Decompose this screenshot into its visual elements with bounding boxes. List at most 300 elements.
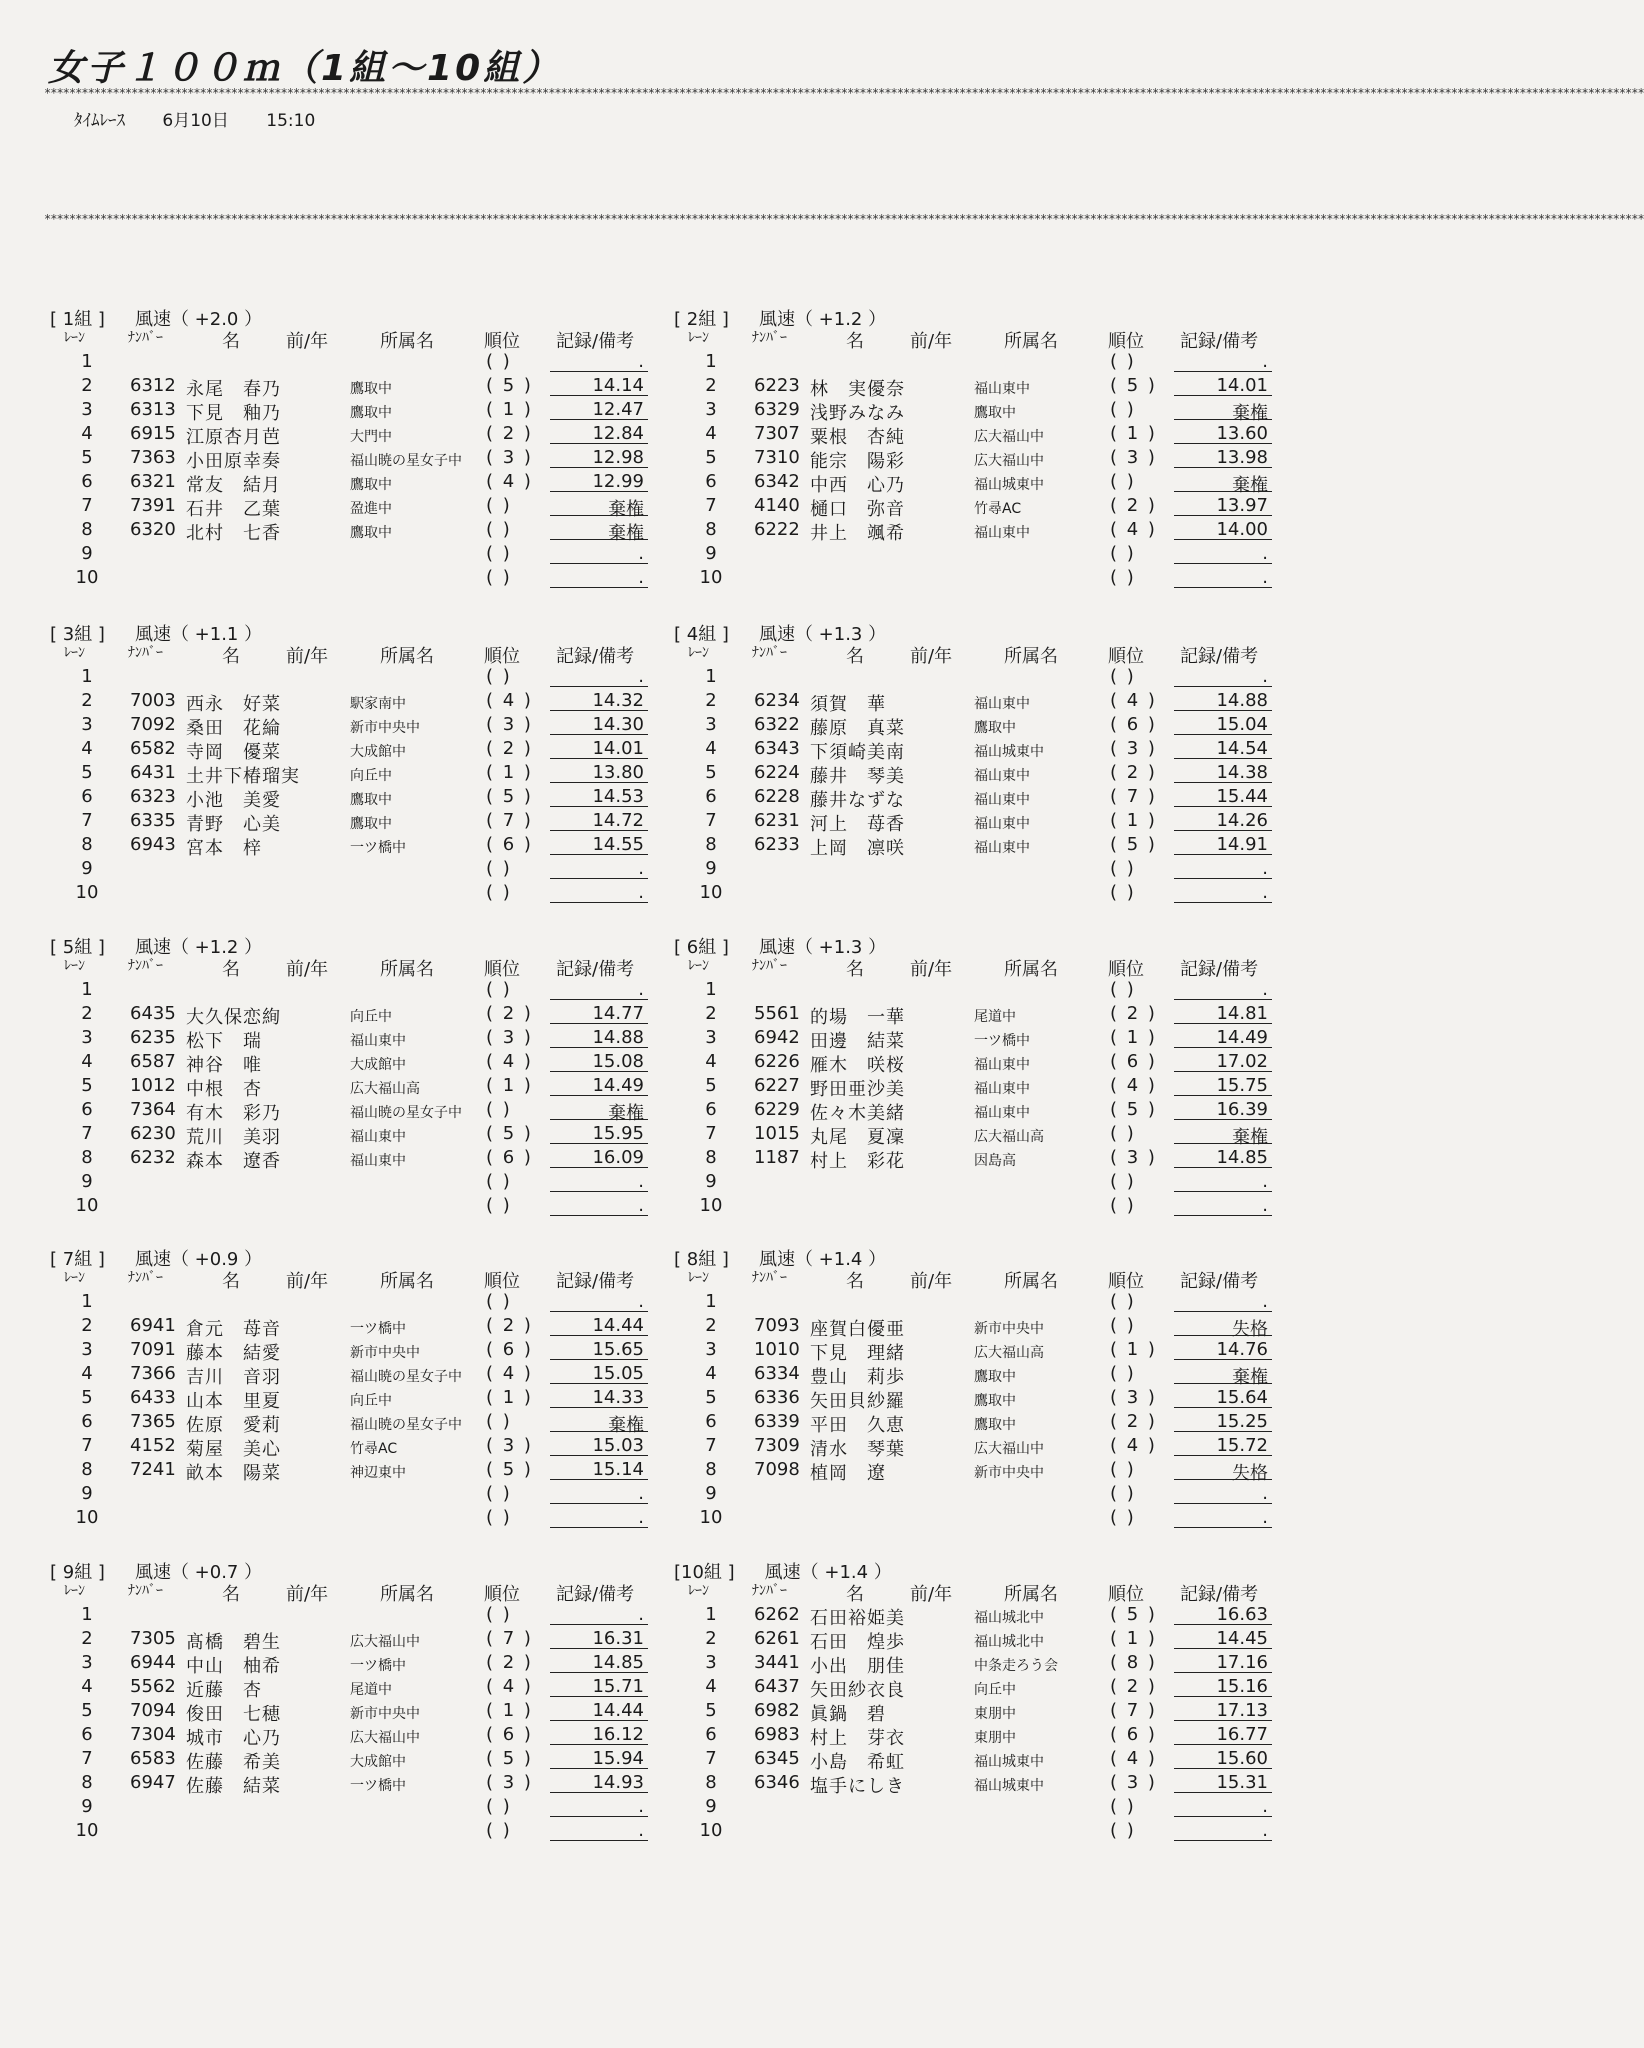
- cell-rec: 14.76: [1174, 1339, 1272, 1360]
- cell-name: 佐々木美緒: [810, 1103, 905, 1124]
- cell-rank: ( 2 ): [1110, 495, 1157, 516]
- cell-name: 俊田 七穂: [186, 1704, 281, 1725]
- cell-lane: 4: [705, 1051, 717, 1072]
- cell-rec: 14.38: [1174, 762, 1272, 783]
- cell-rec: 14.33: [550, 1387, 648, 1408]
- cell-num: 7304: [130, 1724, 176, 1745]
- cell-team: 因島高: [974, 1153, 1016, 1169]
- cell-name: 桑田 花綸: [186, 718, 281, 739]
- cell-rank: ( 2 ): [486, 738, 533, 759]
- cell-rec: .: [550, 1820, 648, 1841]
- heat-block: [674, 620, 1294, 920]
- table-row: [674, 471, 1294, 495]
- cell-lane: 5: [705, 1387, 717, 1408]
- column-header-number: ﾅﾝﾊﾞｰ: [128, 958, 163, 974]
- cell-name: 北村 七香: [186, 523, 281, 544]
- cell-rank: ( ): [486, 1195, 512, 1216]
- cell-lane: 6: [81, 786, 93, 807]
- cell-name: 常友 結月: [186, 475, 281, 496]
- cell-rank: ( 4 ): [486, 1051, 533, 1072]
- cell-rank: ( 1 ): [1110, 810, 1157, 831]
- cell-rec: 14.30: [550, 714, 648, 735]
- cell-rec: 16.12: [550, 1724, 648, 1745]
- cell-team: 大門中: [350, 429, 392, 445]
- table-row: [50, 543, 670, 567]
- table-row: [50, 1700, 670, 1724]
- cell-name: 城市 心乃: [186, 1728, 281, 1749]
- race-date: 6月10日: [162, 111, 229, 131]
- cell-rank: ( ): [486, 979, 512, 1000]
- cell-rec: 15.65: [550, 1339, 648, 1360]
- table-row: [674, 375, 1294, 399]
- cell-team: 新市中央中: [350, 720, 420, 736]
- cell-team: 福山東中: [350, 1033, 406, 1049]
- cell-num: 6229: [754, 1099, 800, 1120]
- cell-name: 宮本 梓: [186, 838, 262, 859]
- cell-team: 鷹取中: [974, 720, 1016, 736]
- cell-rec: .: [550, 1604, 648, 1625]
- cell-rec: 15.25: [1174, 1411, 1272, 1432]
- cell-rec: 14.88: [550, 1027, 648, 1048]
- cell-lane: 8: [705, 1147, 717, 1168]
- cell-lane: 1: [81, 979, 93, 1000]
- cell-lane: 1: [705, 1291, 717, 1312]
- cell-rec: 17.13: [1174, 1700, 1272, 1721]
- cell-lane: 3: [81, 1027, 93, 1048]
- cell-rank: ( ): [486, 1099, 512, 1120]
- table-row: [674, 1315, 1294, 1339]
- heat-label: [ 5組 ]: [50, 937, 105, 958]
- cell-lane: 9: [81, 543, 93, 564]
- heat-label: [ 8組 ]: [674, 1249, 729, 1270]
- cell-rec: 14.55: [550, 834, 648, 855]
- cell-rank: ( 1 ): [486, 399, 533, 420]
- column-header-lane: ﾚｰﾝ: [688, 330, 709, 346]
- cell-num: 6232: [130, 1147, 176, 1168]
- cell-name: 河上 苺香: [810, 814, 905, 835]
- cell-num: 5561: [754, 1003, 800, 1024]
- cell-lane: 2: [81, 1003, 93, 1024]
- cell-rec: 棄権: [1174, 1123, 1272, 1144]
- cell-team: 福山東中: [350, 1129, 406, 1145]
- cell-rank: ( 3 ): [486, 714, 533, 735]
- table-row: [674, 1507, 1294, 1531]
- table-row: [674, 1459, 1294, 1483]
- heat-label: [ 2組 ]: [674, 309, 729, 330]
- cell-num: 6224: [754, 762, 800, 783]
- race-time: 15:10: [266, 111, 316, 131]
- table-row: [674, 1628, 1294, 1652]
- table-row: [50, 423, 670, 447]
- cell-team: 鷹取中: [350, 405, 392, 421]
- cell-lane: 7: [705, 495, 717, 516]
- cell-lane: 5: [81, 1387, 93, 1408]
- cell-rec: .: [550, 1507, 648, 1528]
- cell-rec: 15.94: [550, 1748, 648, 1769]
- cell-rec: .: [550, 351, 648, 372]
- cell-team: 一ツ橋中: [350, 1658, 406, 1674]
- cell-rec: 15.72: [1174, 1435, 1272, 1456]
- cell-rec: .: [1174, 543, 1272, 564]
- cell-rec: 15.31: [1174, 1772, 1272, 1793]
- table-row: [50, 858, 670, 882]
- table-row: [674, 1676, 1294, 1700]
- cell-num: 3441: [754, 1652, 800, 1673]
- column-header-rank: 順位: [1108, 1271, 1144, 1292]
- cell-name: 菊屋 美心: [186, 1439, 281, 1460]
- cell-name: 平田 久恵: [810, 1415, 905, 1436]
- column-headers: [50, 955, 670, 979]
- table-row: [674, 1003, 1294, 1027]
- cell-name: 有木 彩乃: [186, 1103, 281, 1124]
- cell-lane: 3: [705, 1652, 717, 1673]
- cell-team: 向丘中: [974, 1682, 1016, 1698]
- column-header-rank: 順位: [1108, 959, 1144, 980]
- cell-rec: 17.02: [1174, 1051, 1272, 1072]
- cell-num: 6339: [754, 1411, 800, 1432]
- cell-name: 矢田貝紗羅: [810, 1391, 905, 1412]
- cell-rank: ( ): [1110, 1195, 1136, 1216]
- cell-rec: .: [550, 979, 648, 1000]
- cell-name: 中西 心乃: [810, 475, 905, 496]
- table-row: [50, 1676, 670, 1700]
- cell-rec: 15.05: [550, 1363, 648, 1384]
- heat-wind: 風速（ +1.2 ）: [134, 937, 263, 958]
- cell-name: 野田亜沙美: [810, 1079, 905, 1100]
- cell-lane: 1: [705, 1604, 717, 1625]
- cell-name: 西永 好菜: [186, 694, 281, 715]
- cell-lane: 3: [81, 1652, 93, 1673]
- cell-rank: ( 5 ): [486, 1459, 533, 1480]
- table-row: [50, 1291, 670, 1315]
- column-header-record: 記録/備考: [1180, 959, 1259, 980]
- column-header-name: 名: [222, 331, 240, 352]
- cell-team: 鷹取中: [974, 1393, 1016, 1409]
- cell-rank: ( ): [1110, 1459, 1136, 1480]
- cell-team: 盈進中: [350, 501, 392, 517]
- cell-name: 小島 希虹: [810, 1752, 905, 1773]
- cell-name: 中山 柚希: [186, 1656, 281, 1677]
- column-header-rank: 順位: [1108, 646, 1144, 667]
- cell-lane: 7: [81, 1435, 93, 1456]
- table-row: [674, 1772, 1294, 1796]
- column-header-number: ﾅﾝﾊﾞｰ: [752, 330, 787, 346]
- cell-num: 6336: [754, 1387, 800, 1408]
- cell-rec: 15.08: [550, 1051, 648, 1072]
- cell-num: 6435: [130, 1003, 176, 1024]
- cell-num: 6233: [754, 834, 800, 855]
- cell-lane: 4: [705, 738, 717, 759]
- cell-rec: 12.98: [550, 447, 648, 468]
- cell-team: 鷹取中: [974, 1417, 1016, 1433]
- cell-rec: 失格: [1174, 1459, 1272, 1480]
- cell-rec: .: [1174, 1195, 1272, 1216]
- cell-rank: ( ): [486, 351, 512, 372]
- table-row: [674, 1748, 1294, 1772]
- cell-rank: ( 4 ): [1110, 519, 1157, 540]
- cell-num: 6982: [754, 1700, 800, 1721]
- table-row: [674, 1796, 1294, 1820]
- column-header-name: 名: [846, 646, 864, 667]
- cell-lane: 4: [81, 1363, 93, 1384]
- cell-rank: ( 2 ): [1110, 762, 1157, 783]
- cell-lane: 6: [705, 1724, 717, 1745]
- column-header-given: 前/年: [910, 1584, 953, 1605]
- race-info: [74, 106, 341, 131]
- cell-team: 東朋中: [974, 1730, 1016, 1746]
- column-header-number: ﾅﾝﾊﾞｰ: [128, 645, 163, 661]
- table-row: [674, 1291, 1294, 1315]
- cell-lane: 9: [705, 1171, 717, 1192]
- cell-team: 尾道中: [974, 1009, 1016, 1025]
- column-header-record: 記録/備考: [1180, 1584, 1259, 1605]
- cell-rec: 12.47: [550, 399, 648, 420]
- cell-rec: .: [1174, 1507, 1272, 1528]
- cell-lane: 5: [705, 447, 717, 468]
- cell-num: 6235: [130, 1027, 176, 1048]
- cell-rank: ( 7 ): [1110, 1700, 1157, 1721]
- cell-rec: 14.49: [550, 1075, 648, 1096]
- cell-team: 福山暁の星女子中: [350, 1417, 462, 1433]
- table-row: [50, 1195, 670, 1219]
- cell-name: 座賀白優亜: [810, 1319, 905, 1340]
- cell-rank: ( 4 ): [1110, 690, 1157, 711]
- table-row: [674, 834, 1294, 858]
- cell-num: 7003: [130, 690, 176, 711]
- cell-num: 7098: [754, 1459, 800, 1480]
- cell-name: 大久保恋絢: [186, 1007, 281, 1028]
- cell-num: 6343: [754, 738, 800, 759]
- cell-team: 広大福山高: [350, 1081, 420, 1097]
- cell-num: 6583: [130, 1748, 176, 1769]
- cell-rec: 14.77: [550, 1003, 648, 1024]
- column-header-record: 記録/備考: [556, 1271, 635, 1292]
- cell-rank: ( ): [1110, 1507, 1136, 1528]
- cell-rank: ( 6 ): [486, 1724, 533, 1745]
- cell-lane: 6: [81, 1411, 93, 1432]
- cell-num: 6983: [754, 1724, 800, 1745]
- cell-lane: 10: [699, 882, 723, 903]
- table-row: [674, 567, 1294, 591]
- column-header-given: 前/年: [286, 646, 329, 667]
- cell-lane: 2: [81, 1628, 93, 1649]
- cell-team: 福山東中: [974, 696, 1030, 712]
- cell-rank: ( ): [486, 666, 512, 687]
- table-row: [50, 834, 670, 858]
- cell-rec: .: [1174, 1483, 1272, 1504]
- cell-team: 竹尋AC: [350, 1441, 398, 1457]
- cell-team: 広大福山中: [974, 1441, 1044, 1457]
- table-row: [674, 399, 1294, 423]
- cell-rec: .: [1174, 1820, 1272, 1841]
- cell-rank: ( 2 ): [486, 1652, 533, 1673]
- cell-team: 福山東中: [974, 1057, 1030, 1073]
- cell-rank: ( 1 ): [486, 1075, 533, 1096]
- table-row: [50, 447, 670, 471]
- cell-rec: .: [1174, 1796, 1272, 1817]
- cell-lane: 8: [81, 519, 93, 540]
- cell-num: 6320: [130, 519, 176, 540]
- cell-rank: ( ): [1110, 1363, 1136, 1384]
- cell-lane: 2: [81, 690, 93, 711]
- cell-num: 6223: [754, 375, 800, 396]
- cell-num: 6342: [754, 471, 800, 492]
- table-row: [674, 1363, 1294, 1387]
- cell-team: 大成館中: [350, 1057, 406, 1073]
- cell-rec: 15.60: [1174, 1748, 1272, 1769]
- cell-rank: ( ): [1110, 471, 1136, 492]
- cell-rec: 15.95: [550, 1123, 648, 1144]
- column-header-given: 前/年: [910, 646, 953, 667]
- column-header-name: 名: [222, 1584, 240, 1605]
- column-header-name: 名: [222, 959, 240, 980]
- cell-lane: 10: [699, 1195, 723, 1216]
- cell-team: 福山暁の星女子中: [350, 1369, 462, 1385]
- cell-num: 7094: [130, 1700, 176, 1721]
- table-row: [50, 1796, 670, 1820]
- cell-rank: ( ): [486, 567, 512, 588]
- column-header-record: 記録/備考: [1180, 331, 1259, 352]
- cell-lane: 5: [81, 1075, 93, 1096]
- column-header-team: 所属名: [380, 959, 434, 980]
- table-row: [674, 1652, 1294, 1676]
- cell-rec: 14.54: [1174, 738, 1272, 759]
- column-header-record: 記録/備考: [556, 331, 635, 352]
- cell-name: 粟根 杏純: [810, 427, 905, 448]
- table-row: [674, 1604, 1294, 1628]
- cell-rank: ( 5 ): [1110, 375, 1157, 396]
- cell-rank: ( 4 ): [486, 1363, 533, 1384]
- heat-label: [10組 ]: [674, 1562, 735, 1583]
- table-row: [674, 882, 1294, 906]
- cell-num: 4140: [754, 495, 800, 516]
- table-row: [674, 1339, 1294, 1363]
- cell-lane: 2: [81, 1315, 93, 1336]
- cell-lane: 4: [81, 1051, 93, 1072]
- cell-rank: ( 5 ): [486, 1123, 533, 1144]
- heat-wind: 風速（ +1.4 ）: [758, 1249, 887, 1270]
- cell-rec: 16.39: [1174, 1099, 1272, 1120]
- heat-block: [50, 620, 670, 920]
- cell-num: 6433: [130, 1387, 176, 1408]
- column-header-lane: ﾚｰﾝ: [64, 645, 85, 661]
- table-row: [50, 1628, 670, 1652]
- page-title: 女子１００ｍ（1組～10組）: [48, 48, 562, 89]
- table-row: [674, 1147, 1294, 1171]
- column-header-name: 名: [222, 1271, 240, 1292]
- column-headers: [674, 327, 1294, 351]
- cell-team: 向丘中: [350, 768, 392, 784]
- cell-lane: 2: [705, 1003, 717, 1024]
- cell-lane: 9: [705, 858, 717, 879]
- cell-rec: 13.60: [1174, 423, 1272, 444]
- cell-lane: 10: [75, 1195, 99, 1216]
- cell-num: 1010: [754, 1339, 800, 1360]
- cell-rank: ( 5 ): [1110, 1604, 1157, 1625]
- column-header-given: 前/年: [286, 1584, 329, 1605]
- heat-label: [ 4組 ]: [674, 624, 729, 645]
- cell-rank: ( 8 ): [1110, 1652, 1157, 1673]
- cell-rec: .: [550, 567, 648, 588]
- cell-rec: 15.44: [1174, 786, 1272, 807]
- cell-lane: 6: [81, 1724, 93, 1745]
- table-row: [50, 690, 670, 714]
- cell-num: 6313: [130, 399, 176, 420]
- cell-team: 広大福山中: [974, 453, 1044, 469]
- cell-lane: 10: [699, 1507, 723, 1528]
- cell-num: 7092: [130, 714, 176, 735]
- cell-name: 寺岡 優菜: [186, 742, 281, 763]
- cell-num: 7093: [754, 1315, 800, 1336]
- cell-num: 7091: [130, 1339, 176, 1360]
- table-row: [50, 786, 670, 810]
- cell-lane: 8: [705, 834, 717, 855]
- cell-lane: 6: [81, 1099, 93, 1120]
- cell-name: 佐藤 結菜: [186, 1776, 281, 1797]
- cell-name: 能宗 陽彩: [810, 451, 905, 472]
- table-row: [50, 882, 670, 906]
- cell-rank: ( 7 ): [1110, 786, 1157, 807]
- cell-rank: ( 4 ): [486, 1676, 533, 1697]
- column-header-team: 所属名: [1004, 1271, 1058, 1292]
- column-header-given: 前/年: [910, 331, 953, 352]
- cell-rank: ( ): [486, 882, 512, 903]
- cell-rank: ( 4 ): [486, 690, 533, 711]
- cell-lane: 7: [705, 1123, 717, 1144]
- cell-num: 7364: [130, 1099, 176, 1120]
- cell-lane: 4: [81, 423, 93, 444]
- cell-team: 福山東中: [974, 816, 1030, 832]
- cell-lane: 8: [705, 519, 717, 540]
- cell-rank: ( 3 ): [1110, 1772, 1157, 1793]
- cell-num: 7309: [754, 1435, 800, 1456]
- cell-num: 6587: [130, 1051, 176, 1072]
- cell-team: 向丘中: [350, 1009, 392, 1025]
- cell-team: 福山城北中: [974, 1610, 1044, 1626]
- cell-rec: 14.26: [1174, 810, 1272, 831]
- table-row: [674, 1075, 1294, 1099]
- cell-num: 6230: [130, 1123, 176, 1144]
- cell-lane: 1: [81, 666, 93, 687]
- cell-rec: 15.03: [550, 1435, 648, 1456]
- cell-team: 福山東中: [974, 768, 1030, 784]
- cell-team: 中条走ろう会: [974, 1658, 1058, 1674]
- cell-num: 7363: [130, 447, 176, 468]
- cell-team: 広大福山中: [350, 1634, 420, 1650]
- cell-team: 福山東中: [974, 1081, 1030, 1097]
- cell-name: 中根 杏: [186, 1079, 262, 1100]
- cell-rec: 14.93: [550, 1772, 648, 1793]
- cell-rank: ( 5 ): [486, 786, 533, 807]
- cell-name: 倉元 苺音: [186, 1319, 281, 1340]
- cell-rec: .: [550, 666, 648, 687]
- cell-rank: ( ): [1110, 567, 1136, 588]
- cell-rank: ( 1 ): [486, 1387, 533, 1408]
- cell-team: 広大福山中: [350, 1730, 420, 1746]
- table-row: [50, 1652, 670, 1676]
- column-headers: [50, 1267, 670, 1291]
- column-header-lane: ﾚｰﾝ: [64, 330, 85, 346]
- column-header-given: 前/年: [286, 331, 329, 352]
- cell-num: 6329: [754, 399, 800, 420]
- cell-lane: 7: [705, 1435, 717, 1456]
- cell-lane: 5: [705, 1075, 717, 1096]
- cell-lane: 4: [81, 1676, 93, 1697]
- cell-lane: 3: [81, 714, 93, 735]
- cell-team: 神辺東中: [350, 1465, 406, 1481]
- cell-lane: 8: [705, 1772, 717, 1793]
- cell-rank: ( ): [1110, 979, 1136, 1000]
